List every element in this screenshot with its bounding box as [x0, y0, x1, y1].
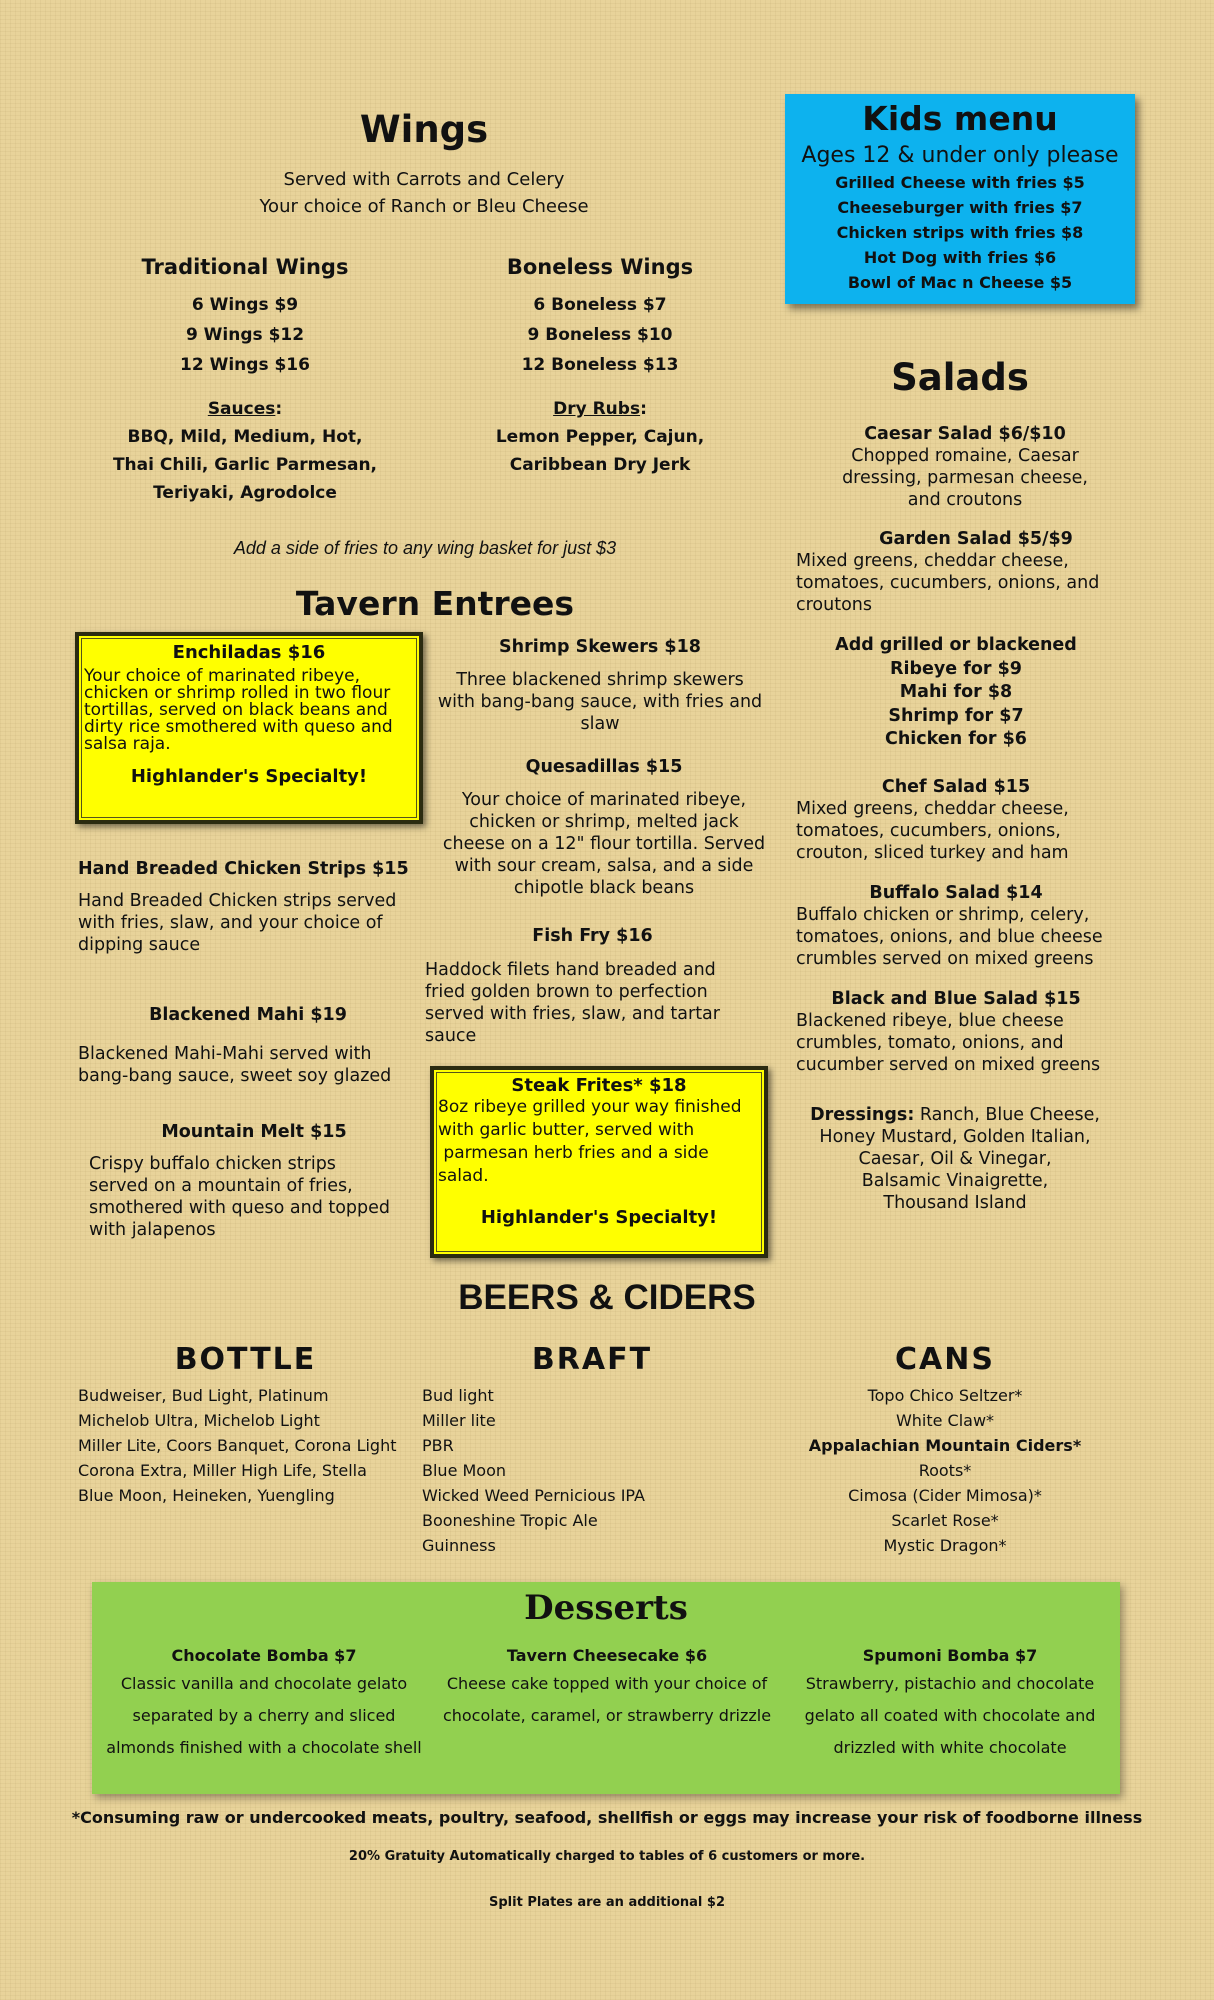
entree-desc-line: with jalapenos — [89, 1220, 216, 1240]
salad-name: Caesar Salad $6/$10 — [864, 424, 1066, 444]
dry-rubs-colon: : — [640, 399, 647, 419]
dressings-label: Dressings: — [810, 1105, 915, 1125]
entree-desc-line: Your choice of marinated ribeye, — [461, 790, 747, 810]
beer-line: Mystic Dragon* — [883, 1536, 1007, 1555]
split-plates-note: Split Plates are an additional $2 — [489, 1895, 725, 1910]
caesar-salad — [815, 423, 1115, 511]
kids-menu-title: Kids menu — [862, 99, 1058, 138]
beer-line: Miller Lite, Coors Banquet, Corona Light — [78, 1436, 397, 1455]
salad-name: Chef Salad $15 — [881, 777, 1031, 797]
entree-name: Shrimp Skewers $18 — [499, 637, 701, 657]
dry-rubs-line: Caribbean Dry Jerk — [509, 455, 691, 475]
braft-section — [422, 1342, 762, 1558]
entree-desc-line: tortillas, served on black beans and — [84, 700, 388, 720]
traditional-wings-title: Traditional Wings — [141, 255, 349, 279]
entree-desc-line: parmesan herb fries and a side — [438, 1143, 709, 1163]
addon-line: Ribeye for $9 — [890, 658, 1022, 679]
wing-option: 9 Wings $12 — [185, 325, 305, 345]
dessert-name: Spumoni Bomba $7 — [862, 1646, 1038, 1665]
entree-desc-line: dirty rice smothered with queso and — [84, 717, 393, 737]
salad-desc-line: Blackened ribeye, blue cheese — [796, 1011, 1064, 1031]
entree-desc-line: with garlic butter, served with — [438, 1120, 695, 1140]
dessert-name: Tavern Cheesecake $6 — [506, 1646, 708, 1665]
dry-rubs-label: Dry Rubs — [553, 399, 641, 419]
beers-title: BEERS & CIDERS — [458, 1278, 756, 1317]
salad-desc-line: cucumber served on mixed greens — [796, 1055, 1101, 1075]
enchiladas-box — [75, 632, 423, 824]
beer-line: Roots* — [918, 1461, 972, 1480]
entree-desc-line: Three blackened shrimp skewers — [456, 670, 744, 690]
traditional-wings-section — [95, 252, 395, 507]
entree-desc-line: with fries, slaw, and your choice of — [78, 913, 383, 933]
dressings-line: Balsamic Vinaigrette, — [861, 1171, 1049, 1191]
entree-desc-line: bang-bang sauce, sweet soy glazed — [78, 1066, 392, 1086]
entree-name: Blackened Mahi $19 — [149, 1005, 347, 1025]
bottle-list — [78, 1383, 418, 1508]
entree-desc — [438, 1096, 760, 1188]
wing-option: 12 Wings $16 — [180, 355, 310, 375]
salad-addons — [796, 634, 1116, 752]
beer-line: Bud light — [422, 1386, 494, 1405]
entree-name: Steak Frites* $18 — [511, 1075, 687, 1096]
dessert-desc-line: Strawberry, pistachio and chocolate — [805, 1674, 1095, 1693]
dessert-item — [94, 1644, 434, 1764]
sauces-line: Thai Chili, Garlic Parmesan, — [112, 455, 378, 475]
entree-desc-line: 8oz ribeye grilled your way finished — [438, 1097, 742, 1117]
wing-option: 9 Boneless $10 — [527, 325, 673, 345]
entree-desc-line: Crispy buffalo chicken strips — [89, 1154, 336, 1174]
steak-frites-box — [430, 1066, 768, 1258]
wing-option: 6 Wings $9 — [191, 295, 299, 315]
dessert-desc-line: gelato all coated with chocolate and — [804, 1706, 1096, 1725]
cans-title: CANS — [895, 1342, 995, 1377]
dressings-block — [800, 1104, 1110, 1214]
entree-desc-line: chipotle black beans — [513, 878, 695, 898]
beer-line: Scarlet Rose* — [891, 1511, 999, 1530]
bottle-title: BOTTLE — [174, 1342, 317, 1377]
chef-salad — [796, 776, 1156, 864]
wings-subtitle-line-1: Served with Carrots and Celery — [283, 169, 565, 190]
entree-desc-line: smothered with queso and topped — [89, 1198, 391, 1218]
wings-subtitle — [214, 166, 634, 220]
traditional-wings-list — [95, 290, 395, 380]
chicken-strips-entree — [78, 858, 428, 956]
entree-desc-line: with bang-bang sauce, with fries and — [437, 692, 763, 712]
entree-desc-line: dipping sauce — [78, 935, 201, 955]
mountain-melt-entree — [89, 1121, 419, 1241]
entree-desc-line: chicken or shrimp rolled in two flour — [84, 683, 391, 703]
boneless-wings-section — [450, 252, 750, 479]
salad-desc-line: crouton, sliced turkey and ham — [796, 843, 1069, 863]
entree-name: Hand Breaded Chicken Strips $15 — [78, 859, 409, 879]
salad-name: Buffalo Salad $14 — [869, 883, 1043, 903]
kids-menu-item: Hot Dog with fries $6 — [863, 248, 1057, 267]
dessert-desc-line: drizzled with white chocolate — [833, 1738, 1067, 1757]
entree-desc-line: salsa raja. — [84, 734, 171, 754]
dessert-desc-line: Classic vanilla and chocolate gelato — [120, 1674, 408, 1693]
salad-desc-line: crumbles served on mixed greens — [796, 949, 1094, 969]
braft-list — [422, 1383, 762, 1558]
beer-line: PBR — [422, 1436, 454, 1455]
kids-menu-item: Bowl of Mac n Cheese $5 — [847, 273, 1073, 292]
entree-desc-line: Hand Breaded Chicken strips served — [78, 891, 397, 911]
shrimp-skewers-entree — [425, 636, 775, 735]
dessert-desc-line: almonds finished with a chocolate shell — [106, 1738, 422, 1757]
dessert-name: Chocolate Bomba $7 — [171, 1646, 357, 1665]
salad-desc-line: crumbles, tomato, onions, and — [796, 1033, 1064, 1053]
gratuity-note: 20% Gratuity Automatically charged to tables of 6 customers or more. — [348, 1849, 866, 1864]
salad-desc-line: croutons — [796, 595, 873, 615]
dessert-desc-line: chocolate, caramel, or strawberry drizzle — [442, 1706, 772, 1725]
salad-name: Garden Salad $5/$9 — [879, 529, 1073, 549]
salad-desc-line: Chopped romaine, Caesar — [851, 446, 1079, 466]
fries-note: Add a side of fries to any wing basket for just $3 — [233, 538, 617, 558]
addon-line: Shrimp for $7 — [888, 705, 1024, 726]
dressings-line: Honey Mustard, Golden Italian, — [819, 1127, 1091, 1147]
cans-list — [795, 1383, 1095, 1558]
wings-title: Wings — [359, 108, 489, 151]
beer-line: Topo Chico Seltzer* — [867, 1386, 1023, 1405]
steak-frites-content — [438, 1076, 760, 1229]
beer-line: Michelob Ultra, Michelob Light — [78, 1411, 320, 1430]
salad-desc-line: Mixed greens, cheddar cheese, — [796, 551, 1069, 571]
beer-line: Appalachian Mountain Ciders* — [808, 1436, 1082, 1455]
wing-option: 12 Boneless $13 — [521, 355, 679, 375]
kids-menu-list — [785, 170, 1135, 295]
salad-desc-line: Mixed greens, cheddar cheese, — [796, 799, 1069, 819]
desserts-box — [92, 1582, 1120, 1794]
entree-desc-line: sauce — [425, 1026, 477, 1046]
beer-line: Miller lite — [422, 1411, 496, 1430]
salad-desc-line: dressing, parmesan cheese, — [842, 468, 1088, 488]
dressings-line: Thousand Island — [883, 1193, 1027, 1213]
beer-line: Guinness — [422, 1536, 496, 1555]
beer-line: White Claw* — [895, 1411, 995, 1430]
entree-desc-line: Haddock filets hand breaded and — [425, 960, 716, 980]
enchiladas-content — [84, 642, 414, 785]
wings-subtitle-line-2: Your choice of Ranch or Bleu Cheese — [259, 196, 589, 217]
fish-fry-entree — [425, 925, 765, 1047]
entree-desc-line: with sour cream, salsa, and a side — [454, 856, 754, 876]
sauces-block — [95, 395, 395, 507]
salads-title: Salads — [891, 356, 1029, 399]
beer-line: Blue Moon, Heineken, Yuengling — [78, 1486, 335, 1505]
dressings-line: Ranch, Blue Cheese, — [914, 1105, 1100, 1125]
dessert-desc-line: separated by a cherry and sliced — [132, 1706, 396, 1725]
entree-name: Enchiladas $16 — [172, 642, 326, 663]
sauces-colon: : — [275, 399, 283, 419]
entree-desc-line: Blackened Mahi-Mahi served with — [78, 1044, 372, 1064]
specialty-label: Highlander's Specialty! — [130, 766, 368, 787]
entree-desc-line: salad. — [438, 1166, 489, 1186]
addon-line: Mahi for $8 — [899, 682, 1013, 702]
wing-option: 6 Boneless $7 — [533, 295, 667, 315]
salad-desc-line: tomatoes, onions, and blue cheese — [796, 927, 1103, 947]
entree-desc-line: served on a mountain of fries, — [89, 1176, 353, 1196]
buffalo-salad — [796, 882, 1156, 970]
beer-line: Corona Extra, Miller High Life, Stella — [78, 1461, 367, 1480]
boneless-wings-title: Boneless Wings — [506, 255, 694, 279]
kids-menu-item: Grilled Cheese with fries $5 — [835, 173, 1085, 192]
dry-rubs-block — [450, 395, 750, 479]
entree-desc-line: slaw — [580, 714, 620, 734]
salad-desc-line: tomatoes, cucumbers, onions, and — [796, 573, 1100, 593]
sauces-line: BBQ, Mild, Medium, Hot, — [127, 427, 363, 447]
kids-menu-item: Cheeseburger with fries $7 — [837, 198, 1083, 217]
black-and-blue-salad — [796, 988, 1156, 1076]
addon-line: Chicken for $6 — [885, 729, 1027, 749]
dressings-line: Caesar, Oil & Vinegar, — [858, 1149, 1052, 1169]
dry-rubs-line: Lemon Pepper, Cajun, — [495, 427, 705, 447]
sauces-label: Sauces — [207, 399, 276, 419]
beer-line: Cimosa (Cider Mimosa)* — [848, 1486, 1042, 1505]
dessert-item — [780, 1644, 1120, 1764]
bottle-section — [78, 1342, 418, 1508]
garden-salad — [796, 528, 1156, 616]
beer-line: Booneshine Tropic Ale — [422, 1511, 598, 1530]
addon-line: Add grilled or blackened — [835, 635, 1077, 655]
specialty-label: Highlander's Specialty! — [480, 1207, 718, 1228]
entree-name: Mountain Melt $15 — [161, 1122, 347, 1142]
beer-line: Budweiser, Bud Light, Platinum — [78, 1386, 329, 1405]
beer-line: Wicked Weed Pernicious IPA — [422, 1486, 645, 1505]
entree-desc — [84, 668, 414, 753]
entree-desc-line: Your choice of marinated ribeye, — [84, 666, 361, 686]
beer-line: Blue Moon — [422, 1461, 507, 1480]
dessert-desc-line: Cheese cake topped with your choice of — [446, 1674, 768, 1693]
braft-title: BRAFT — [531, 1342, 653, 1377]
entree-desc-line: served with fries, slaw, and tartar — [425, 1004, 720, 1024]
kids-menu-subtitle: Ages 12 & under only please — [801, 143, 1119, 168]
desserts-title: Desserts — [524, 1588, 688, 1628]
entree-name: Fish Fry $16 — [532, 926, 653, 946]
salad-desc-line: tomatoes, cucumbers, onions, — [796, 821, 1061, 841]
quesadillas-entree — [434, 756, 774, 899]
kids-menu-box — [785, 94, 1135, 304]
entree-desc-line: chicken or shrimp, melted jack — [469, 812, 739, 832]
boneless-wings-list — [450, 290, 750, 380]
salad-name: Black and Blue Salad $15 — [831, 989, 1081, 1009]
dessert-item — [437, 1644, 777, 1732]
mahi-entree — [78, 1004, 418, 1087]
cans-section — [795, 1342, 1095, 1558]
salad-desc-line: and croutons — [907, 490, 1023, 510]
entree-desc-line: cheese on a 12" flour tortilla. Served — [442, 834, 766, 854]
entree-desc-line: fried golden brown to perfection — [425, 982, 708, 1002]
entrees-title: Tavern Entrees — [295, 584, 575, 623]
entree-name: Quesadillas $15 — [525, 757, 683, 777]
kids-menu-item: Chicken strips with fries $8 — [836, 223, 1084, 242]
sauces-line: Teriyaki, Agrodolce — [153, 483, 337, 503]
salad-desc-line: Buffalo chicken or shrimp, celery, — [796, 905, 1090, 925]
foodborne-warning: *Consuming raw or undercooked meats, poultry, seafood, shellfish or eggs may increase your risk of foodborne illness — [71, 1808, 1143, 1827]
